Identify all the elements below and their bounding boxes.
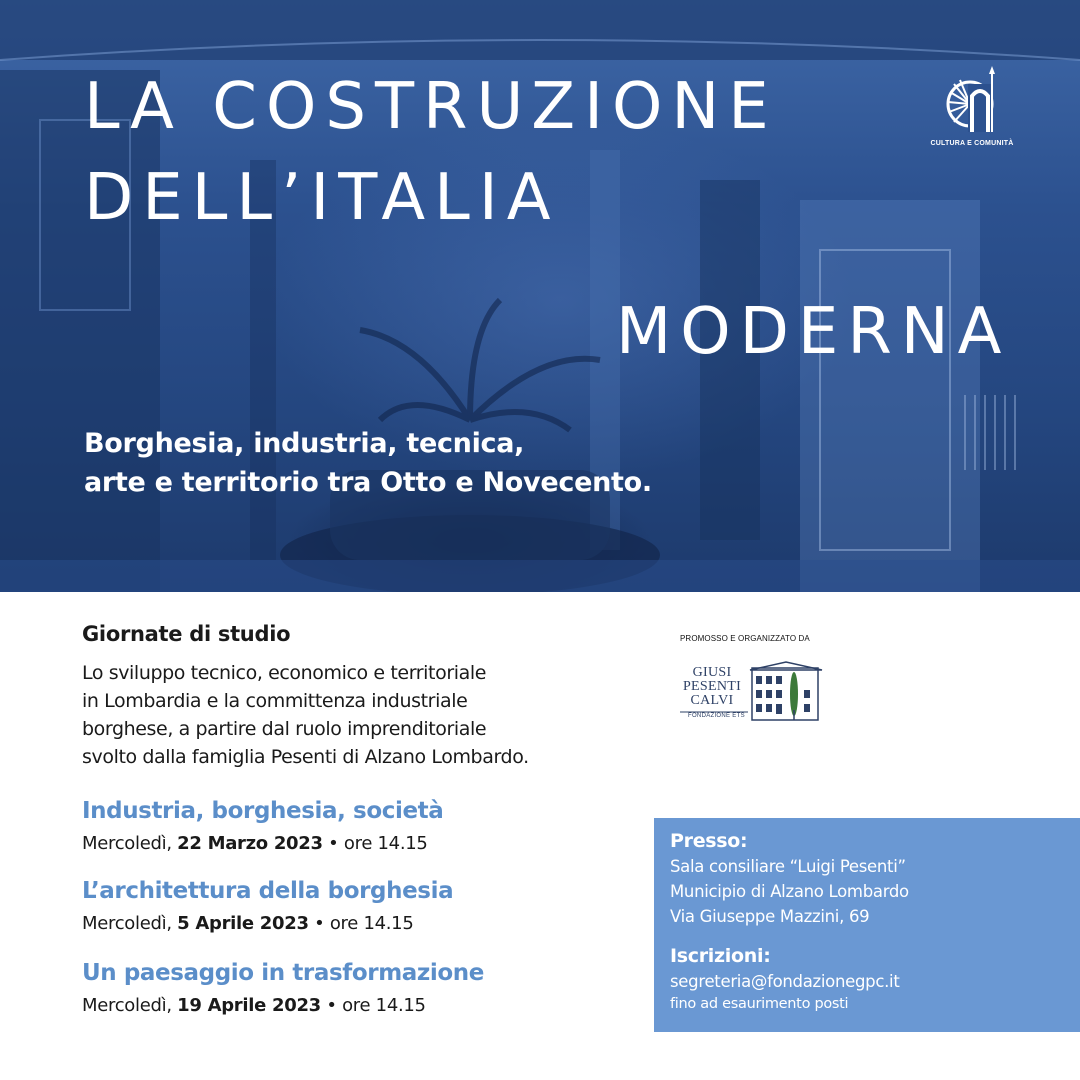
page-title <box>84 62 778 244</box>
event-date <box>82 829 443 859</box>
promoter-label: PROMOSSO E ORGANIZZATO DA <box>680 634 810 643</box>
logo-caption: CULTURA E COMUNITÀ <box>930 140 1014 147</box>
event-weekday: Mercoledì, <box>82 833 172 854</box>
logo-line-1: GIUSI <box>692 665 732 680</box>
venue-line: Sala consiliare “Luigi Pesenti” <box>670 857 906 876</box>
venue-line: Municipio di Alzano Lombardo <box>670 882 909 901</box>
subtitle-line-2: arte e territorio tra Otto e Novecento. <box>84 467 652 498</box>
intro-line: borghese, a partire dal ruolo imprenditoriale <box>82 718 487 740</box>
title-line-3: MODERNA <box>616 295 1011 369</box>
event-weekday: Mercoledì, <box>82 913 172 934</box>
venue-heading: Presso: <box>670 830 748 852</box>
event-item <box>82 957 484 1021</box>
logo-line-3: CALVI <box>690 693 734 708</box>
intro-line: Lo sviluppo tecnico, economico e territoriale <box>82 662 487 684</box>
signup-heading: Iscrizioni: <box>670 945 771 967</box>
event-time: • ore 14.15 <box>328 833 428 854</box>
signup-email-link[interactable]: segreteria@fondazionegpc.it <box>670 972 900 991</box>
subtitle-line-1: Borghesia, industria, tecnica, <box>84 428 525 459</box>
title-line-2: DELL’ITALIA <box>84 161 560 235</box>
fondazione-logo-text <box>676 666 748 708</box>
intro-title: Giornate di studio <box>82 622 291 646</box>
intro-line: svolto dalla famiglia Pesenti di Alzano Lombardo. <box>82 746 529 768</box>
signup-note: fino ad esaurimento posti <box>670 996 849 1012</box>
event-date-value: 22 Marzo 2023 <box>177 833 323 854</box>
event-item <box>82 875 453 939</box>
event-time: • ore 14.15 <box>314 913 414 934</box>
info-box <box>654 818 1080 1032</box>
event-weekday: Mercoledì, <box>82 995 172 1016</box>
event-title: Un paesaggio in trasformazione <box>82 960 484 986</box>
event-date-value: 19 Aprile 2023 <box>177 995 321 1016</box>
hero-subtitle <box>84 424 652 502</box>
event-title: Industria, borghesia, società <box>82 798 444 824</box>
event-date-value: 5 Aprile 2023 <box>177 913 309 934</box>
event-item <box>82 795 443 859</box>
fondazione-label: FONDAZIONE ETS <box>688 713 745 719</box>
logo-line-2: PESENTI <box>682 679 742 694</box>
venue-line: Via Giuseppe Mazzini, 69 <box>670 907 870 926</box>
intro-text <box>82 659 529 771</box>
title-line-1: LA COSTRUZIONE <box>84 70 778 144</box>
intro-line: in Lombardia e la committenza industriale <box>82 690 468 712</box>
event-title: L’architettura della borghesia <box>82 878 454 904</box>
event-date <box>82 909 453 939</box>
event-time: • ore 14.15 <box>326 995 426 1016</box>
event-date <box>82 991 484 1021</box>
